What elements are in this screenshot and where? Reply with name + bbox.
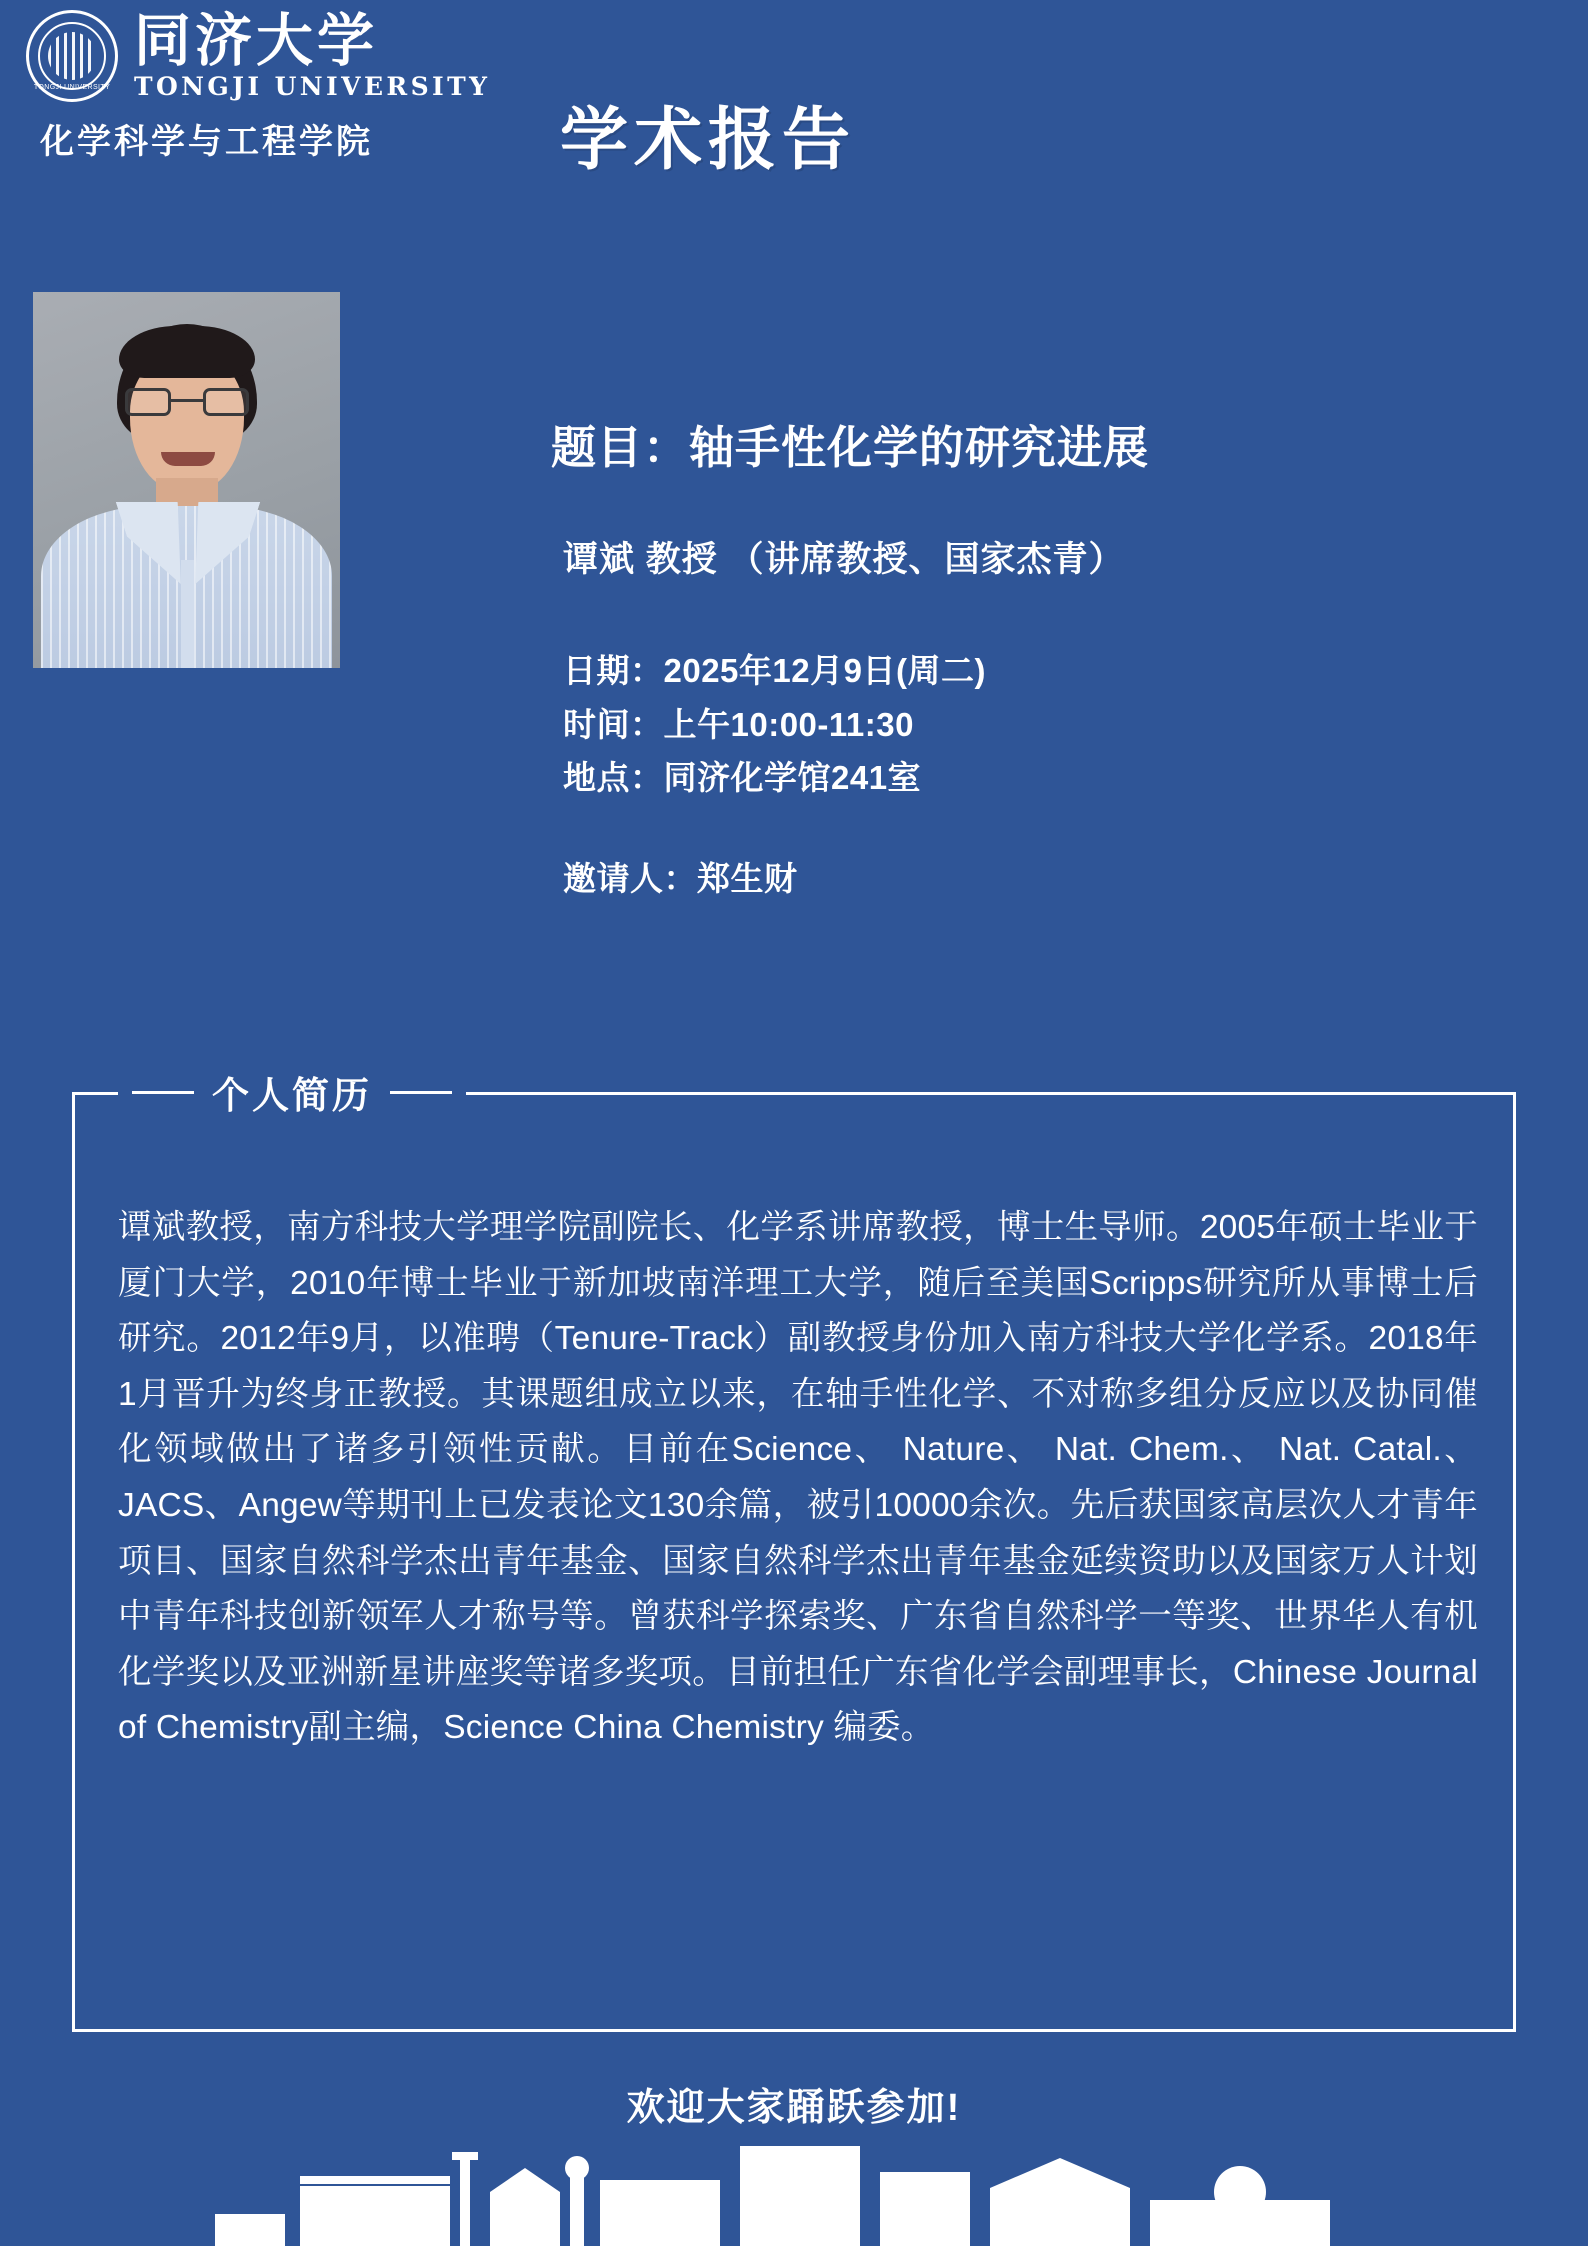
portrait-glasses-bridge [171,399,203,402]
welcome-message: 欢迎大家踊跃参加! [626,2087,962,2129]
bio-legend-dash-right [390,1091,452,1094]
bio-text: 谭斌教授，南方科技大学理学院副院长、化学系讲席教授，博士生导师。2005年硕士毕业于厦门大学，2010年博士毕业于新加坡南洋理工大学，随后至美国Scripps研究所从事博士后研究。2012年9月，以准聘（Tenure-Track）副教授身份加入南方科技大学化学系。2018年1月晋升为终身正教授。其课题组成立以来，在轴手性化学、不对称多组分反应以及协同催化领域做出了诸多引领性贡献。目前在Science、 Nature、 Nat. Chem.、 Nat. Catal.、JACS、Angew等期刊上已发表论文130余篇，被引10000余次。先后获国家高层次人才青年项目、国家自然科学杰出青年基金、国家自然科学杰出青年基金延续资助以及国家万人计划中青年科技创新领军人才称号等。曾获科学探索奖、广东省自然科学一等奖、世界华人有机化学奖以及亚洲新星讲座奖等诸多奖项。目前担任广东省化学会副理事长，Chinese Journal of Chemistry副主编，Science China Chemistry 编委。 [118,1209,1478,1747]
university-branding [26,6,491,163]
portrait-shirt-placket [181,560,194,668]
school-name-cn: 化学科学与工程学院 [40,122,373,162]
talk-time: 时间：上午10:00-11:30 [563,705,914,743]
seal-text: TONGJI UNIVERSITY [33,84,111,91]
talk-speaker: 谭斌 教授 （讲席教授、国家杰青） [563,540,1125,580]
talk-inviter: 邀请人：郑生财 [563,859,798,897]
talk-info [551,420,1551,900]
portrait-lens-left [125,388,171,416]
talk-location: 地点：同济化学馆241室 [563,759,922,797]
talk-date: 日期：2025年12月9日(周二) [563,652,986,690]
bio-legend-title: 个人简历 [212,1075,372,1116]
talk-title: 题目：轴手性化学的研究进展 [551,422,1150,473]
bio-legend-dash-left [132,1091,194,1094]
bio-legend [118,1062,466,1122]
talk-meta [563,644,1551,804]
speaker-portrait-photo [33,292,340,668]
tongji-seal-logo-icon [26,10,118,102]
university-name-en: TONGJI UNIVERSITY [134,72,491,102]
portrait-glasses [125,388,249,418]
portrait-lens-right [203,388,249,416]
seal-inner-pattern [48,32,96,80]
university-names [134,6,491,102]
poster-header [0,0,1588,205]
campus-skyline-illustration [0,2128,1588,2246]
poster-title: 学术报告 [560,102,857,178]
portrait-fringe [119,326,255,378]
university-name-cn: 同济大学 [134,6,378,74]
portrait-mouth [161,452,215,466]
